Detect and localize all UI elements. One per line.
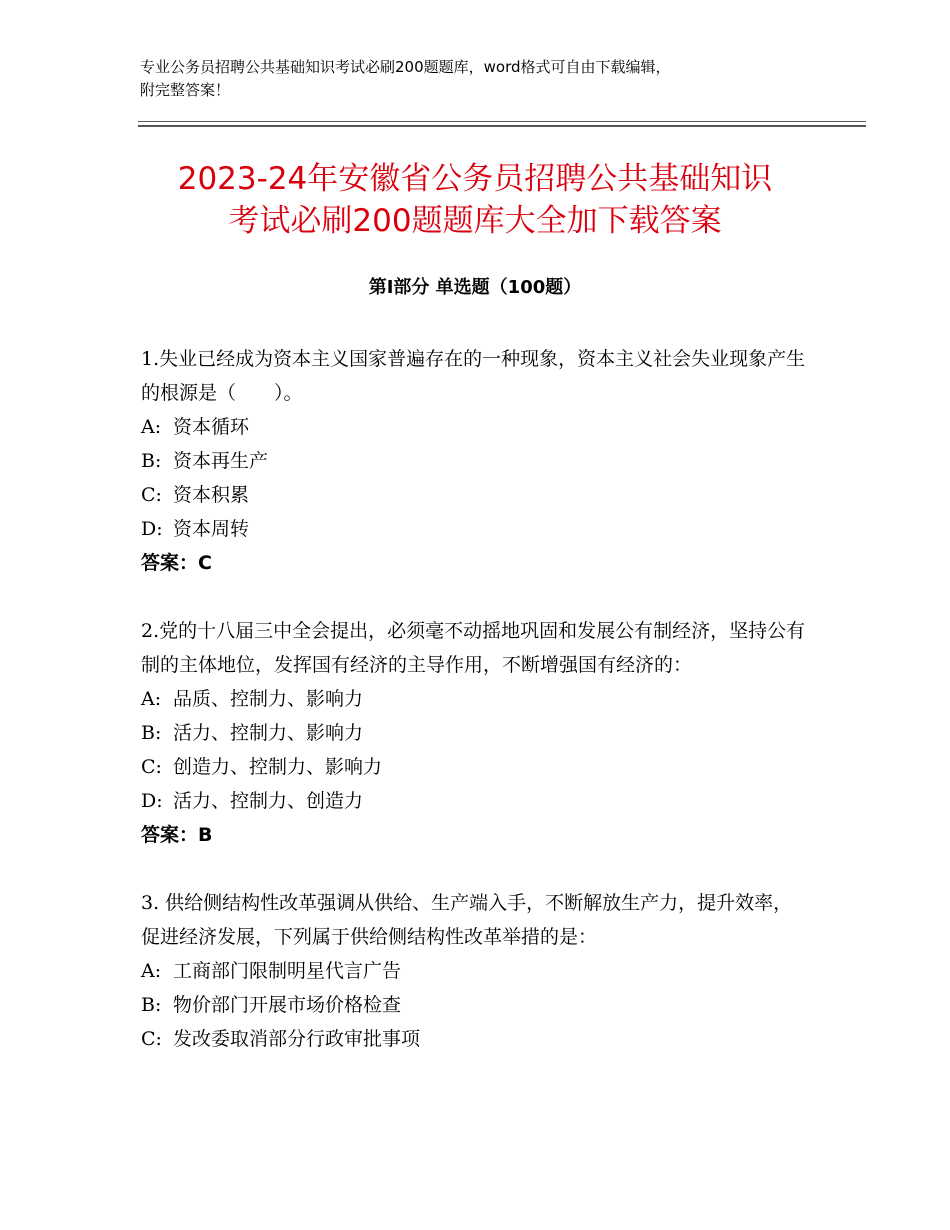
option-b	[141, 444, 811, 478]
page-header	[140, 56, 830, 102]
option-letter: D:	[141, 518, 163, 540]
option-letter: B:	[141, 722, 162, 744]
option-letter: C:	[141, 756, 162, 778]
option-text: 物价部门开展市场价格检查	[173, 994, 402, 1016]
option-letter: B:	[141, 994, 162, 1016]
option-c	[141, 1022, 811, 1056]
answer-line: 答案：B	[141, 824, 213, 846]
question-3	[141, 886, 811, 1056]
option-letter: C:	[141, 1028, 162, 1050]
question-stem: 1.失业已经成为资本主义国家普遍存在的一种现象，资本主义社会失业现象产生的根源是（ ）。	[141, 348, 806, 404]
option-text: 资本周转	[173, 518, 250, 540]
option-b	[141, 716, 811, 750]
header-line-1: 专业公务员招聘公共基础知识考试必刷200题题库，word格式可自由下载编辑，	[140, 58, 671, 76]
header-divider	[138, 121, 866, 127]
question-list	[141, 342, 811, 1090]
option-text: 创造力、控制力、影响力	[173, 756, 383, 778]
option-text: 品质、控制力、影响力	[173, 688, 364, 710]
option-c	[141, 478, 811, 512]
answer-line: 答案：C	[141, 552, 212, 574]
option-letter: A:	[141, 416, 162, 438]
question-stem: 2.党的十八届三中全会提出，必须毫不动摇地巩固和发展公有制经济，坚持公有制的主体地位，发挥国有经济的主导作用，不断增强国有经济的：	[141, 620, 806, 676]
option-a	[141, 682, 811, 716]
option-d	[141, 784, 811, 818]
document-title	[100, 158, 850, 242]
title-line-1: 2023-24年安徽省公务员招聘公共基础知识	[177, 161, 773, 197]
option-a	[141, 954, 811, 988]
option-text: 工商部门限制明星代言广告	[173, 960, 402, 982]
option-letter: D:	[141, 790, 163, 812]
option-text: 发改委取消部分行政审批事项	[173, 1028, 421, 1050]
option-letter: B:	[141, 450, 162, 472]
question-1	[141, 342, 811, 580]
option-text: 资本积累	[173, 484, 250, 506]
option-text: 活力、控制力、影响力	[173, 722, 364, 744]
header-line-2: 附完整答案！	[140, 81, 231, 99]
option-letter: A:	[141, 960, 162, 982]
option-text: 资本再生产	[173, 450, 269, 472]
option-a	[141, 410, 811, 444]
question-stem: 3. 供给侧结构性改革强调从供给、生产端入手，不断解放生产力，提升效率，促进经济发展，下列属于供给侧结构性改革举措的是：	[141, 892, 793, 948]
option-d	[141, 512, 811, 546]
option-letter: C:	[141, 484, 162, 506]
option-text: 活力、控制力、创造力	[173, 790, 364, 812]
option-c	[141, 750, 811, 784]
title-line-2: 考试必刷200题题库大全加下载答案	[228, 203, 722, 239]
section-heading: 第Ⅰ部分 单选题（100题）	[368, 277, 582, 298]
option-b	[141, 988, 811, 1022]
question-2	[141, 614, 811, 852]
option-letter: A:	[141, 688, 162, 710]
option-text: 资本循环	[173, 416, 250, 438]
